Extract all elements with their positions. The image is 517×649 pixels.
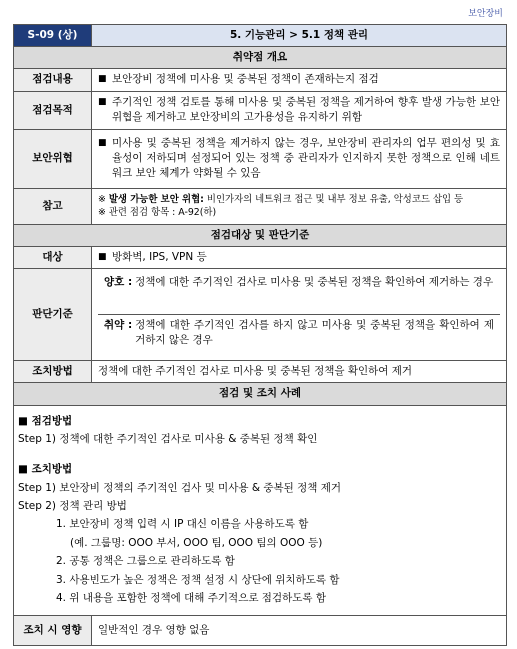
reference-text: 비인가자의 네트워크 접근 및 내부 정보 유출, 악성코드 삽입 등 bbox=[203, 193, 464, 205]
table-row bbox=[14, 361, 507, 383]
good-key: 양호 : bbox=[104, 276, 133, 289]
row-label: 점검목적 bbox=[14, 91, 92, 129]
row-label: 조치방법 bbox=[14, 361, 92, 383]
row-text: 미사용 및 중복된 정책을 제거하지 않는 경우, 보안장비 관리자의 업무 편의성 및 효율성이 저하되며 설정되어 있는 정책 중 관리자가 인지하지 못한 정책으로 인해 네트워크 보안 체계가 약화될 수 있음 bbox=[112, 136, 500, 180]
section-title-criteria: 점검대상 및 판단기준 bbox=[14, 224, 507, 246]
check-step: Step 1) 정책에 대한 주기적인 검사로 미사용 & 중복된 정책 확인 bbox=[18, 432, 318, 445]
reference-line bbox=[98, 193, 500, 207]
row-text: 주기적인 정책 검토를 통해 미사용 및 중복된 정책을 제거하여 향후 발생 가능한 보안 위협을 제거하고 보안장비의 고가용성을 유지하기 위함 bbox=[112, 95, 500, 124]
section-row bbox=[14, 383, 507, 405]
table-row bbox=[14, 188, 507, 224]
fix-list-item: 1. 보안장비 정책 입력 시 IP 대신 이름을 사용하도록 함 bbox=[56, 518, 309, 531]
row-content bbox=[92, 69, 507, 91]
table-row bbox=[14, 129, 507, 188]
table-row bbox=[14, 69, 507, 91]
criteria-good bbox=[98, 272, 500, 315]
fix-step: Step 2) 정책 관리 방법 bbox=[18, 500, 127, 513]
security-check-table bbox=[13, 24, 507, 646]
table-row bbox=[14, 616, 507, 646]
fix-step: Step 1) 보안장비 정책의 주기적인 검사 및 미사용 & 중복된 정책 제거 bbox=[18, 481, 342, 494]
bad-key: 취약 : bbox=[104, 319, 133, 332]
section-row bbox=[14, 47, 507, 69]
check-method-heading: ■ 점검방법 bbox=[18, 414, 73, 427]
table-row bbox=[14, 91, 507, 129]
header-row bbox=[14, 25, 507, 47]
row-content bbox=[92, 91, 507, 129]
fix-list-item: 3. 사용빈도가 높은 정책은 정책 설정 시 상단에 위치하도록 함 bbox=[56, 573, 340, 586]
criteria-bad bbox=[98, 315, 500, 357]
reference-content bbox=[92, 188, 507, 224]
item-code: S-09 (상) bbox=[14, 25, 92, 47]
row-content bbox=[92, 129, 507, 188]
reference-line: ※ 관련 점검 항목 : A-92(하) bbox=[98, 207, 217, 219]
row-label: 대상 bbox=[14, 246, 92, 268]
table-row bbox=[14, 269, 507, 361]
row-label: 점검내용 bbox=[14, 69, 92, 91]
fix-method-heading: ■ 조치방법 bbox=[18, 463, 73, 476]
reference-mark: ※ bbox=[98, 193, 109, 205]
row-label: 참고 bbox=[14, 188, 92, 224]
fix-list-item: 2. 공통 정책은 그룹으로 관리하도록 함 bbox=[56, 555, 235, 568]
fix-list-item: 4. 위 내용을 포함한 정책에 대해 주기적으로 점검하도록 함 bbox=[56, 591, 327, 604]
square-bullet-icon: ■ bbox=[98, 137, 107, 148]
square-bullet-icon: ■ bbox=[98, 251, 107, 262]
category-label: 보안장비 bbox=[468, 9, 503, 19]
fix-list-example: (예. 그룹명: OOO 부서, OOO 팀, OOO 팀의 OOO 등) bbox=[70, 536, 323, 549]
row-label: 조치 시 영향 bbox=[14, 616, 92, 646]
square-bullet-icon: ■ bbox=[98, 96, 107, 107]
good-text: 정책에 대한 주기적인 검사로 미사용 및 중복된 정책을 확인하여 제거하는 경우 bbox=[135, 276, 494, 289]
section-title-examples: 점검 및 조치 사례 bbox=[14, 383, 507, 405]
judgement-content bbox=[92, 269, 507, 361]
table-row bbox=[14, 246, 507, 268]
reference-bold: 발생 가능한 보안 위협: bbox=[108, 193, 204, 205]
section-row bbox=[14, 224, 507, 246]
item-title: 5. 기능관리 > 5.1 정책 관리 bbox=[92, 25, 507, 47]
row-content bbox=[92, 246, 507, 268]
square-bullet-icon: ■ bbox=[98, 74, 107, 85]
row-text: 보안장비 정책에 미사용 및 중복된 정책이 존재하는지 점검 bbox=[112, 73, 379, 86]
examples-content bbox=[14, 405, 507, 616]
row-label: 판단기준 bbox=[14, 269, 92, 361]
row-text: 방화벽, IPS, VPN 등 bbox=[112, 250, 207, 263]
impact-text: 일반적인 경우 영향 없음 bbox=[92, 616, 507, 646]
action-text: 정책에 대한 주기적인 검사로 미사용 및 중복된 정책을 확인하여 제거 bbox=[92, 361, 507, 383]
bad-text: 정책에 대한 주기적인 검사를 하지 않고 미사용 및 중복된 정책을 확인하여 제거하지 않은 경우 bbox=[135, 319, 494, 347]
row-label: 보안위협 bbox=[14, 129, 92, 188]
examples-row bbox=[14, 405, 507, 616]
section-title-overview: 취약점 개요 bbox=[14, 47, 507, 69]
